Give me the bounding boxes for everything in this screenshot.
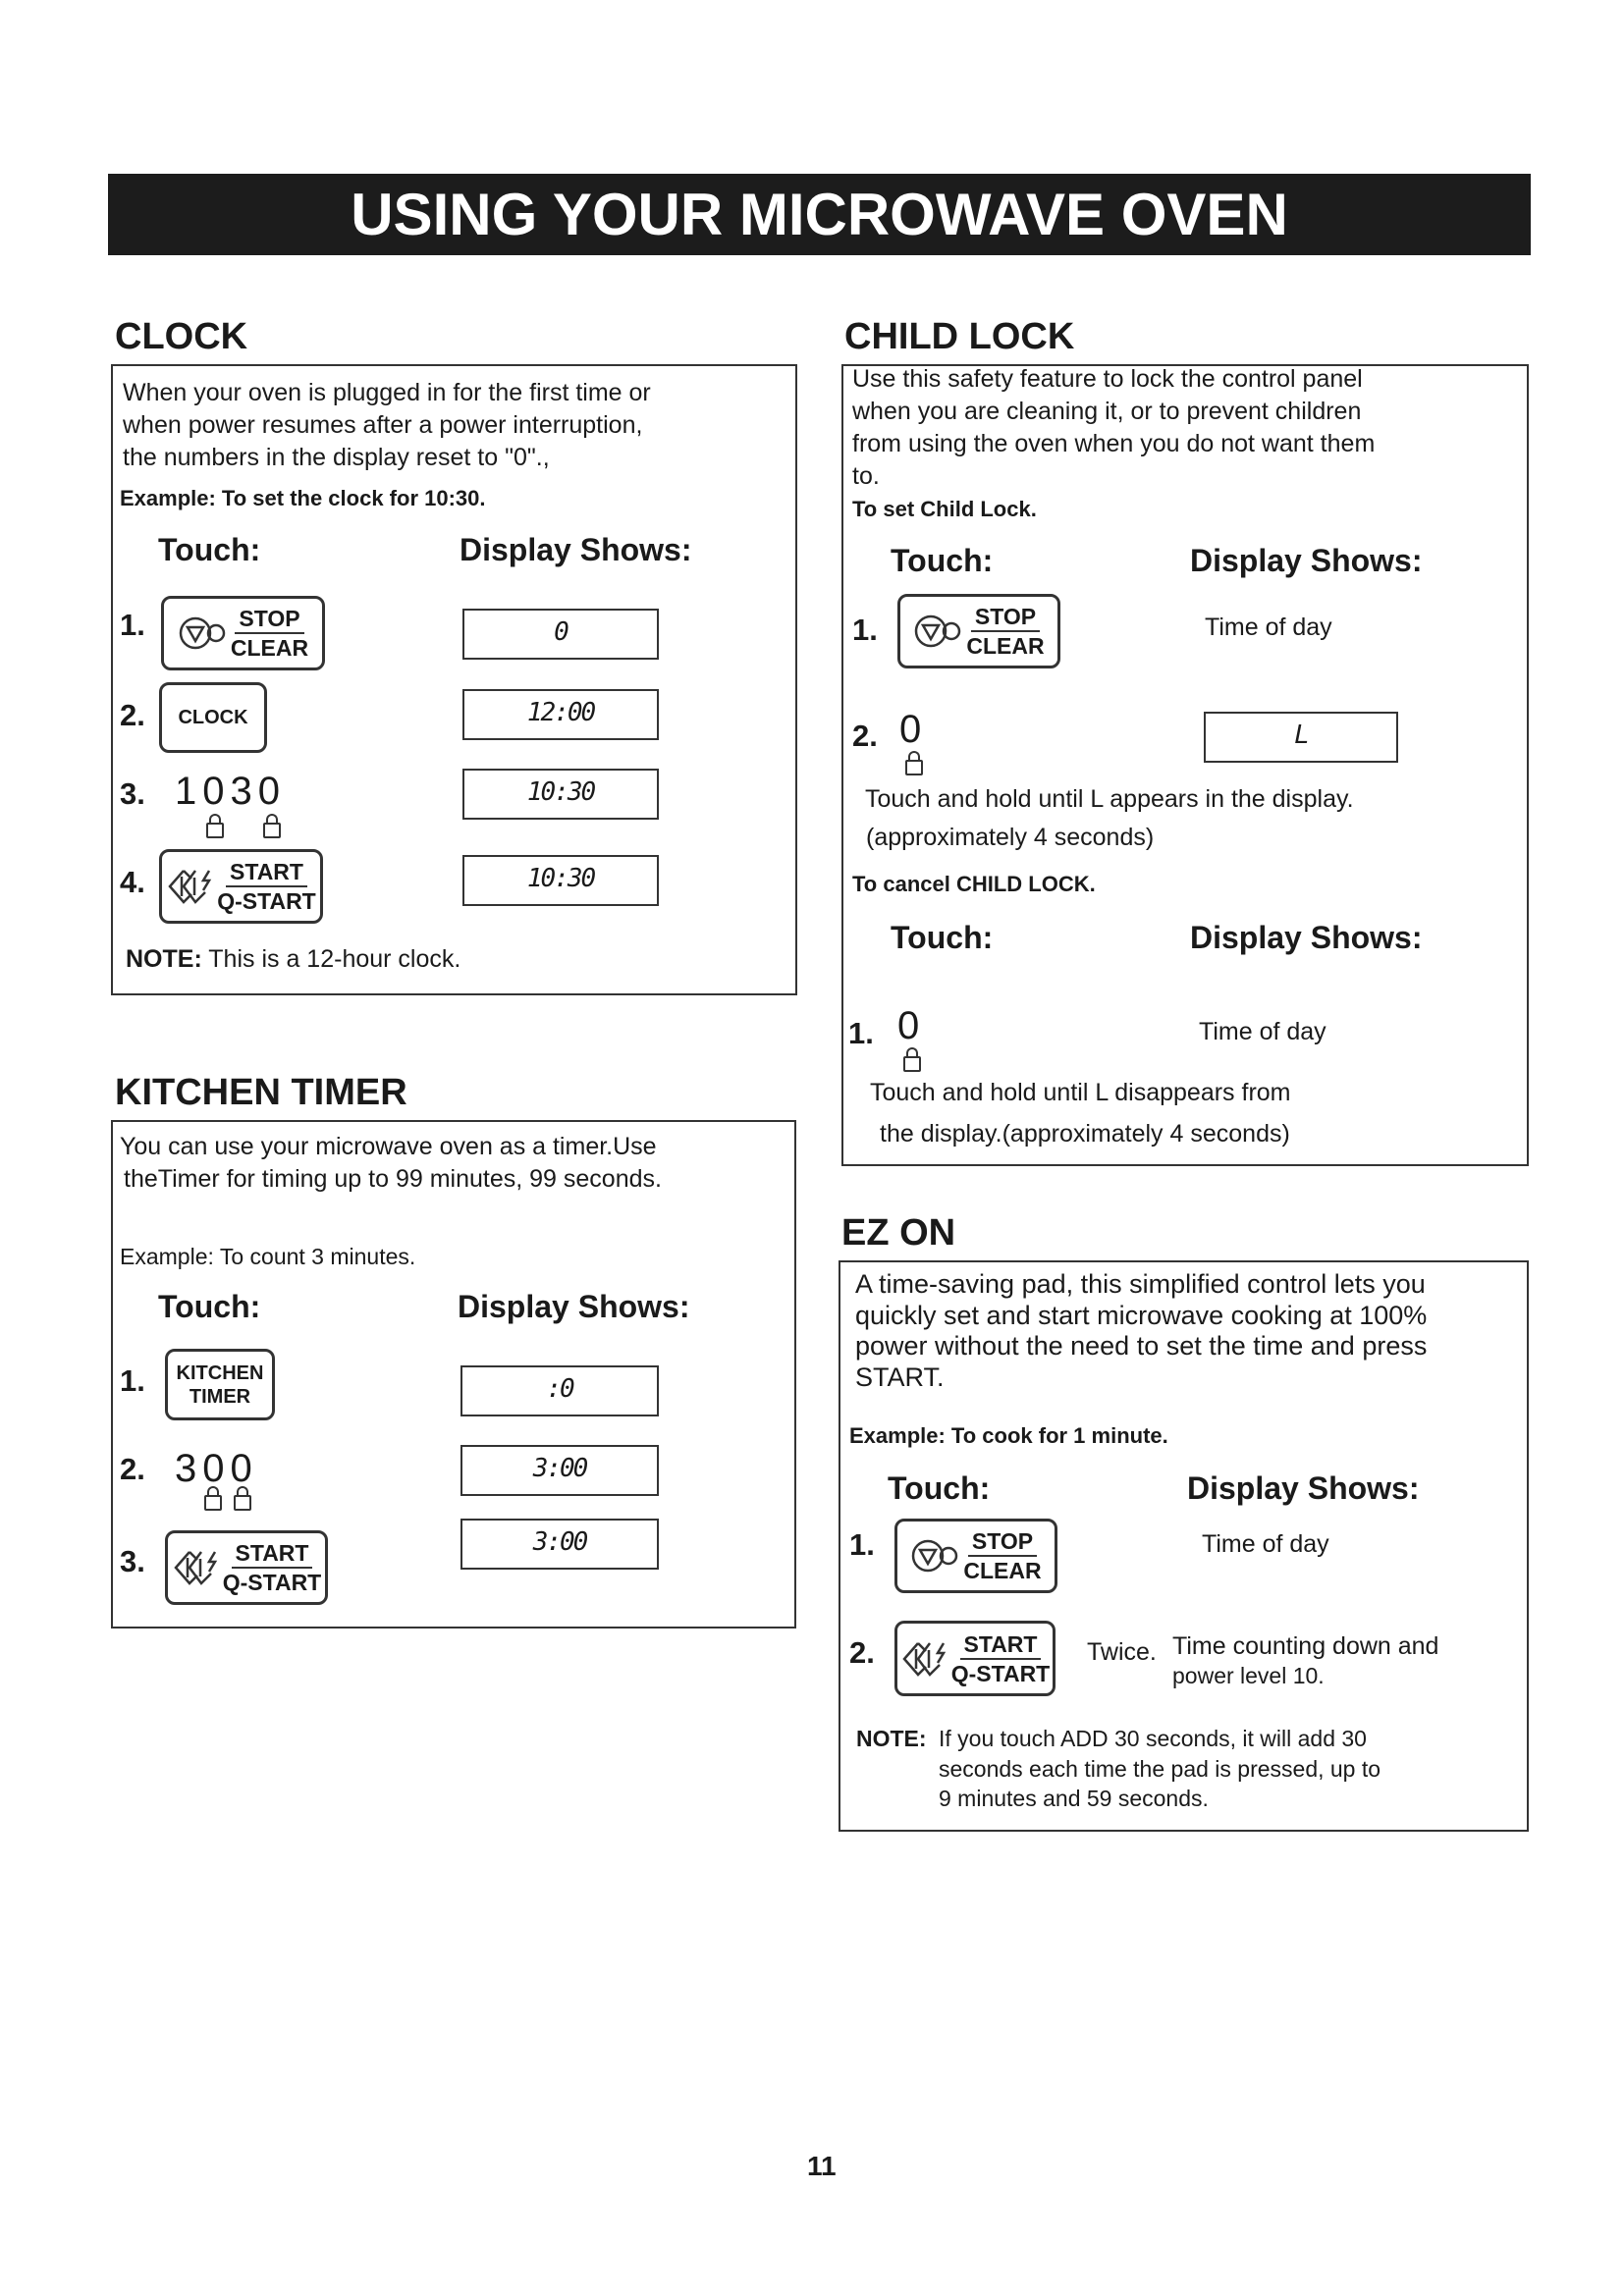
number-pads[interactable]: 1030 <box>175 770 286 813</box>
clock-intro-3: the numbers in the display reset to "0"., <box>123 444 550 471</box>
clock-title: CLOCK <box>115 316 248 357</box>
ez-touch-heading: Touch: <box>888 1470 991 1506</box>
stop-icon <box>913 614 962 649</box>
ez-intro-2: quickly set and start microwave cooking at 100% <box>855 1301 1428 1330</box>
clear-label: CLEAR <box>963 1558 1042 1583</box>
ez-display-heading: Display Shows: <box>1187 1470 1420 1506</box>
lock-icon <box>905 760 923 775</box>
stop-icon <box>178 615 227 651</box>
clock-note: NOTE: This is a 12-hour clock. <box>126 945 461 973</box>
display-text: Time of day <box>1205 614 1332 641</box>
step-number: 1. <box>848 1016 874 1050</box>
set-child-lock-heading: To set Child Lock. <box>852 497 1037 521</box>
lock-icon <box>903 1056 921 1072</box>
cancel-instruction-2: the display.(approximately 4 seconds) <box>880 1120 1290 1148</box>
lock-icon <box>206 823 224 838</box>
start-icon <box>172 1548 219 1587</box>
ez-intro-4: START. <box>855 1362 945 1392</box>
display-text-1: Time counting down and <box>1172 1632 1439 1660</box>
timer-display-heading: Display Shows: <box>458 1289 690 1324</box>
timer-intro-1: You can use your microwave oven as a timer.Use <box>120 1133 657 1160</box>
page-number: 11 <box>807 2151 837 2181</box>
step-number: 1. <box>120 1363 145 1398</box>
display-readout: 12:00 <box>462 689 659 740</box>
cancel-instruction-1: Touch and hold until L disappears from <box>870 1079 1291 1106</box>
step-number: 2. <box>120 1452 145 1486</box>
step-number: 2. <box>849 1635 875 1670</box>
clock-display-heading: Display Shows: <box>460 532 692 567</box>
stop-label: STOP <box>235 605 303 634</box>
clock-intro-1: When your oven is plugged in for the first time or <box>123 379 651 406</box>
child-lock-title: CHILD LOCK <box>844 316 1075 357</box>
qstart-label: Q-START <box>950 1660 1051 1686</box>
timer-label: TIMER <box>189 1385 251 1408</box>
display-readout: 3:00 <box>460 1445 659 1496</box>
display-text: Time of day <box>1202 1530 1329 1558</box>
start-button[interactable] <box>159 849 323 924</box>
lock-icon <box>263 823 281 838</box>
display-readout: 10:30 <box>462 769 659 820</box>
timer-title: KITCHEN TIMER <box>115 1072 407 1113</box>
stop-icon <box>910 1538 959 1574</box>
step-number: 3. <box>120 1544 145 1578</box>
cancel-display-heading: Display Shows: <box>1190 920 1423 955</box>
page-header: USING YOUR MICROWAVE OVEN <box>108 174 1531 255</box>
number-pad-zero[interactable]: 0 <box>897 1004 926 1047</box>
step-number: 3. <box>120 776 145 811</box>
clock-example: Example: To set the clock for 10:30. <box>120 486 486 510</box>
cancel-touch-heading: Touch: <box>891 920 994 955</box>
number-pads[interactable]: 300 <box>175 1447 258 1490</box>
clear-label: CLEAR <box>230 635 309 661</box>
ez-on-title: EZ ON <box>841 1212 956 1254</box>
qstart-label: Q-START <box>217 888 316 914</box>
set-instruction-2: (approximately 4 seconds) <box>866 824 1155 851</box>
kitchen-label: KITCHEN <box>176 1362 264 1384</box>
child-lock-intro-3: from using the oven when you do not want them <box>852 430 1376 457</box>
timer-example: Example: To count 3 minutes. <box>120 1244 416 1269</box>
number-pad-zero[interactable]: 0 <box>899 708 928 751</box>
qstart-label: Q-START <box>222 1570 322 1595</box>
step-number: 2. <box>120 698 145 732</box>
start-label: START <box>226 858 307 887</box>
ez-note-label: NOTE: <box>856 1726 927 1751</box>
cancel-child-lock-heading: To cancel CHILD LOCK. <box>852 872 1096 896</box>
step-number: 2. <box>852 719 878 753</box>
child-lock-intro-2: when you are cleaning it, or to prevent children <box>852 398 1362 425</box>
display-text: Time of day <box>1199 1018 1326 1045</box>
clock-button[interactable] <box>159 682 267 753</box>
clock-intro-2: when power resumes after a power interruption, <box>123 411 643 439</box>
start-label: START <box>232 1539 313 1569</box>
display-readout: :0 <box>460 1365 659 1416</box>
stop-label: STOP <box>968 1527 1037 1557</box>
ez-intro-3: power without the need to set the time and press <box>855 1331 1428 1361</box>
display-text-2: power level 10. <box>1172 1663 1325 1688</box>
timer-touch-heading: Touch: <box>158 1289 261 1324</box>
display-readout: L <box>1204 712 1398 763</box>
child-lock-panel <box>841 364 1529 1166</box>
start-button[interactable] <box>894 1621 1056 1696</box>
start-button[interactable] <box>165 1530 328 1605</box>
ez-note-1: If you touch ADD 30 seconds, it will add 30 <box>939 1726 1367 1751</box>
set-instruction-1: Touch and hold until L appears in the display. <box>865 785 1354 813</box>
step-number: 1. <box>849 1527 875 1562</box>
child-lock-intro-1: Use this safety feature to lock the control panel <box>852 365 1363 393</box>
stop-clear-button[interactable] <box>161 596 325 670</box>
start-label: START <box>960 1630 1042 1660</box>
ez-note-2: seconds each time the pad is pressed, up to <box>939 1756 1381 1782</box>
stop-clear-button[interactable] <box>897 594 1060 668</box>
step-number: 1. <box>852 613 878 647</box>
child-lock-display-heading: Display Shows: <box>1190 543 1423 578</box>
display-readout: 3:00 <box>460 1519 659 1570</box>
lock-icon <box>234 1495 251 1511</box>
stop-clear-button[interactable] <box>894 1519 1057 1593</box>
display-readout: 10:30 <box>462 855 659 906</box>
ez-intro-1: A time-saving pad, this simplified control lets you <box>855 1269 1426 1299</box>
clock-touch-heading: Touch: <box>158 532 261 567</box>
stop-label: STOP <box>971 603 1040 632</box>
display-readout: 0 <box>462 609 659 660</box>
child-lock-intro-4: to. <box>852 462 880 490</box>
clock-label: CLOCK <box>178 707 248 728</box>
start-icon <box>900 1639 947 1679</box>
ez-example: Example: To cook for 1 minute. <box>849 1423 1168 1448</box>
step-number: 1. <box>120 608 145 642</box>
lock-icon <box>204 1495 222 1511</box>
timer-intro-2: theTimer for timing up to 99 minutes, 99 seconds. <box>124 1165 662 1193</box>
child-lock-touch-heading: Touch: <box>891 543 994 578</box>
clear-label: CLEAR <box>966 633 1045 659</box>
ez-note-3: 9 minutes and 59 seconds. <box>939 1786 1209 1811</box>
start-icon <box>166 867 213 906</box>
kitchen-timer-button[interactable] <box>165 1349 275 1420</box>
twice-label: Twice. <box>1087 1638 1157 1666</box>
step-number: 4. <box>120 865 145 899</box>
